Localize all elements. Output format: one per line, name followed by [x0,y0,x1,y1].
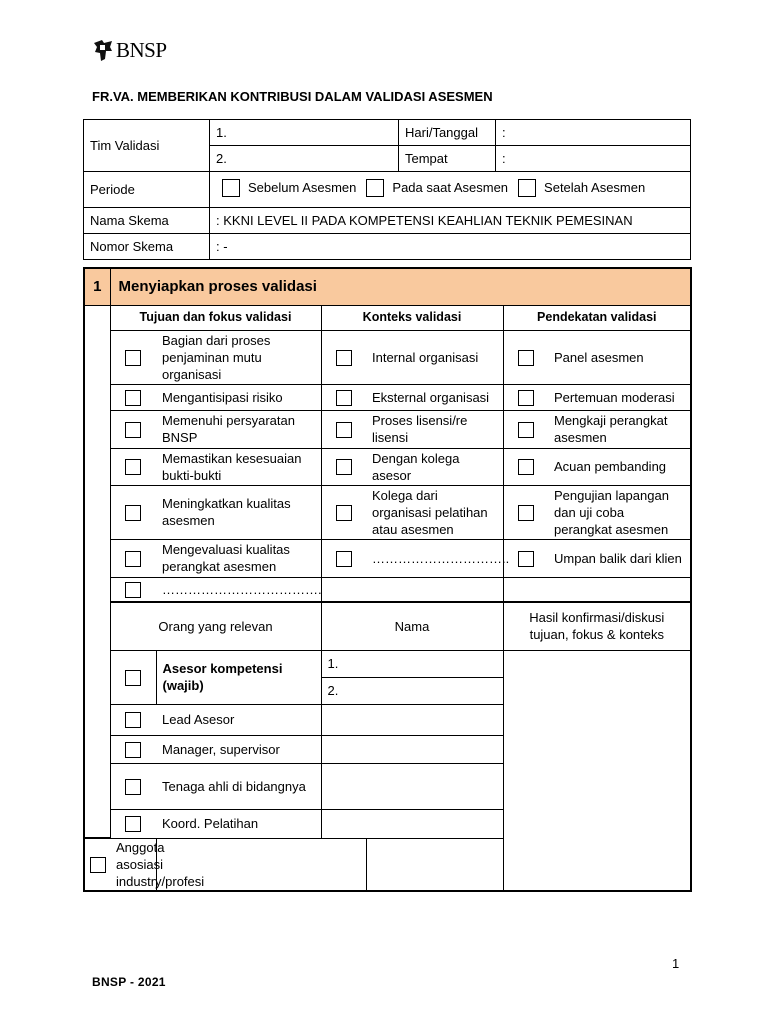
periode-label: Periode [84,172,210,208]
option-pendekatan: Panel asesmen [548,330,691,384]
person-name-field[interactable] [321,735,503,763]
nomor-skema-label: Nomor Skema [84,234,210,260]
table-row [84,539,691,577]
checkbox[interactable] [518,390,534,406]
person-role: Anggota asosiasi industry/profesi [110,838,156,891]
checkbox[interactable] [336,459,352,475]
checkbox[interactable] [336,390,352,406]
option-konteks: Kolega dari organisasi pelatihan atau asesmen [366,485,503,539]
checkbox[interactable] [125,582,141,598]
checkbox[interactable] [125,779,141,795]
section-title: Menyiapkan proses validasi [110,268,691,305]
people-header-orang: Orang yang relevan [110,602,321,650]
option-konteks: Dengan kolega asesor [366,448,503,485]
option-tujuan: Meningkatkan kualitas asesmen [156,485,321,539]
table-row [84,330,691,384]
hari-tanggal-value[interactable]: : [496,120,691,146]
checkbox[interactable] [125,422,141,438]
person-role: Koord. Pelatihan [156,809,321,838]
page-number: 1 [672,956,680,971]
nama-skema-label: Nama Skema [84,208,210,234]
table-row [84,448,691,485]
checkbox[interactable] [125,816,141,832]
bnsp-emblem-icon [92,37,114,63]
option-tujuan: Memastikan kesesuaian bukti-bukti [156,448,321,485]
asesor-name-2[interactable]: 2. [321,677,503,704]
person-name-field[interactable] [321,809,503,838]
option-pendekatan: Umpan balik dari klien [548,539,691,577]
people-header-hasil: Hasil konfirmasi/diskusi tujuan, fokus & konteks [503,602,691,650]
nama-skema-value: : KKNI LEVEL II PADA KOMPETENSI KEAHLIAN TEKNIK PEMESINAN [210,208,691,234]
checkbox[interactable] [518,422,534,438]
validation-section-table [83,267,692,892]
checkbox[interactable] [125,670,141,686]
person-role: Manager, supervisor [156,735,321,763]
checkbox[interactable] [336,422,352,438]
checkbox[interactable] [518,179,536,197]
checkbox[interactable] [125,390,141,406]
hasil-konfirmasi-field[interactable] [503,650,691,891]
tim-validasi-label: Tim Validasi [84,120,210,172]
hari-tanggal-label: Hari/Tanggal [399,120,496,146]
table-row [84,410,691,448]
col-header-konteks: Konteks validasi [321,305,503,330]
bnsp-logo [92,36,167,64]
checkbox[interactable] [222,179,240,197]
option-pendekatan: Mengkaji perangkat asesmen [548,410,691,448]
option-konteks: ………………………….. [366,539,503,577]
option-tujuan: Mengantisipasi risiko [156,384,321,410]
periode-option-setelah[interactable]: Setelah Asesmen [518,179,645,197]
checkbox[interactable] [125,742,141,758]
col-header-pendekatan: Pendekatan validasi [503,305,691,330]
tempat-label: Tempat [399,146,496,172]
nomor-skema-value: : - [210,234,691,260]
person-asesor-kompetensi: Asesor kompetensi (wajib) [156,650,321,704]
checkbox[interactable] [336,551,352,567]
checkbox[interactable] [125,712,141,728]
checkbox[interactable] [125,551,141,567]
tim-member-2[interactable]: 2. [210,146,399,172]
option-konteks: Eksternal organisasi [366,384,503,410]
tim-member-1[interactable]: 1. [210,120,399,146]
checkbox[interactable] [518,551,534,567]
option-konteks: Internal organisasi [366,330,503,384]
option-pendekatan: Acuan pembanding [548,448,691,485]
option-tujuan: Memenuhi persyaratan BNSP [156,410,321,448]
checkbox[interactable] [90,857,106,873]
checkbox[interactable] [125,459,141,475]
option-tujuan: ………………………………. [156,577,321,602]
footer-text: BNSP - 2021 [92,975,166,989]
section-number: 1 [84,268,110,305]
checkbox[interactable] [518,350,534,366]
option-konteks: Proses lisensi/re lisensi [366,410,503,448]
asesor-name-1[interactable]: 1. [321,650,503,677]
option-tujuan: Bagian dari proses penjaminan mutu organisasi [156,330,321,384]
option-pendekatan: Pertemuan moderasi [548,384,691,410]
option-tujuan: Mengevaluasi kualitas perangkat asesmen [156,539,321,577]
person-role: Lead Asesor [156,704,321,735]
checkbox[interactable] [336,350,352,366]
checkbox[interactable] [366,179,384,197]
header-table [83,119,691,260]
logo-text: BNSP [116,37,167,62]
document-title: FR.VA. MEMBERIKAN KONTRIBUSI DALAM VALIDASI ASESMEN [92,89,493,104]
person-name-field[interactable] [321,763,503,809]
checkbox[interactable] [518,505,534,521]
people-header-nama: Nama [321,602,503,650]
option-pendekatan: Pengujian lapangan dan uji coba perangkat asesmen [548,485,691,539]
checkbox[interactable] [518,459,534,475]
table-row [84,577,691,602]
person-role: Tenaga ahli di bidangnya [156,763,321,809]
checkbox[interactable] [336,505,352,521]
tempat-value[interactable]: : [496,146,691,172]
table-row [84,384,691,410]
col-header-tujuan: Tujuan dan fokus validasi [110,305,321,330]
periode-option-pada-saat[interactable]: Pada saat Asesmen [366,179,508,197]
table-row [84,485,691,539]
periode-option-sebelum[interactable]: Sebelum Asesmen [222,179,356,197]
checkbox[interactable] [125,505,141,521]
checkbox[interactable] [125,350,141,366]
person-name-field[interactable] [321,704,503,735]
